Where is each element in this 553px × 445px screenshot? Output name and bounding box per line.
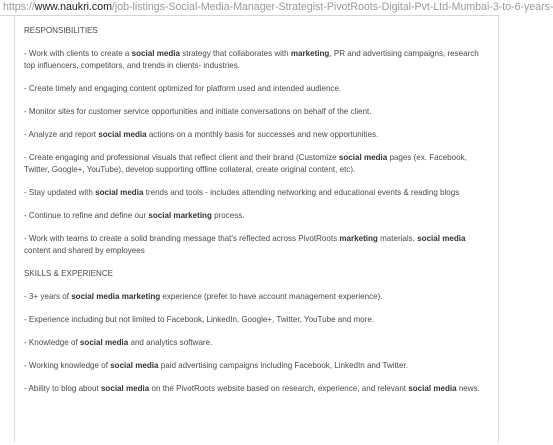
responsibility-item [24, 106, 490, 118]
text-segment: - Ability to blog about [24, 384, 101, 393]
job-description-panel [14, 16, 499, 443]
keyword-highlight: social marketing [148, 211, 212, 220]
job-description [15, 16, 498, 395]
text-segment: process. [211, 211, 245, 220]
responsibility-item [24, 48, 490, 72]
text-segment: - 3+ years of [24, 292, 72, 301]
url-scheme: https:// [3, 1, 35, 13]
text-segment: content and shared by employees [24, 246, 145, 255]
keyword-highlight: social media [131, 49, 180, 58]
text-segment: news. [456, 384, 480, 393]
keyword-highlight: social media [417, 234, 466, 243]
skill-item [24, 337, 490, 349]
text-segment: materials, [377, 234, 418, 243]
keyword-highlight: social media [110, 361, 159, 370]
text-segment: strategy that collaborates with [179, 49, 291, 58]
skills-list [24, 291, 490, 395]
text-segment: - Experience including but not limited to Facebook, LinkedIn, Google+, Twitter, YouTube and more. [24, 315, 375, 324]
text-segment: trends and tools - includes attending networking and educational events & reading blogs [143, 188, 460, 197]
keyword-highlight: marketing [339, 234, 378, 243]
responsibility-item [24, 210, 490, 222]
keyword-highlight: social media [95, 188, 144, 197]
responsibilities-list [24, 48, 490, 257]
keyword-highlight: social media [338, 153, 388, 162]
keyword-highlight: marketing [290, 49, 330, 58]
address-bar[interactable] [0, 0, 553, 16]
text-segment: - Create timely and engaging content optimized for platform used and intended audience. [24, 84, 342, 93]
text-segment: paid advertising campaigns including Facebook, LinkedIn and Twitter. [158, 361, 408, 370]
text-segment: actions on a monthly basis for successes and new opportunities. [146, 130, 379, 139]
skill-item [24, 291, 490, 303]
keyword-highlight: social media [100, 384, 150, 393]
keyword-highlight: social media marketing [71, 292, 161, 301]
text-segment: - Create engaging and professional visuals that reflect client and their brand (Customize [24, 153, 339, 162]
keyword-highlight: social media [98, 130, 147, 139]
text-segment: - Continue to refine and define our [24, 211, 149, 220]
url-path: /job-listings-Social-Media-Manager-Strategist-PivotRoots-Digital-Pvt-Ltd-Mumbai-3-to-6-years- [111, 1, 553, 13]
text-segment: and analytics software. [128, 338, 213, 347]
skill-item [24, 360, 490, 372]
skill-item [24, 314, 490, 326]
responsibility-item [24, 129, 490, 141]
url-host: www.naukri.com [34, 1, 112, 13]
text-segment: , PR and advertising campaigns, research top influencers, competitors, and trends in clients- industries. [24, 49, 479, 70]
responsibility-item [24, 187, 490, 199]
responsibility-item [24, 83, 490, 95]
text-segment: pages (ex. Facebook, Twitter, Google+, YouTube), develop supporting offline collateral, create original content, etc). [24, 153, 467, 174]
text-segment: experience (prefer to have account management experience). [160, 292, 383, 301]
keyword-highlight: social media [408, 384, 457, 393]
responsibilities-heading: RESPONSIBILITIES [24, 26, 98, 35]
text-segment: - Knowledge of [24, 338, 80, 347]
skills-heading: SKILLS & EXPERIENCE [24, 269, 113, 278]
responsibility-item [24, 152, 490, 176]
text-segment: - Monitor sites for customer service opportunities and initiate conversations on behalf of the client. [24, 107, 372, 116]
text-segment: on the PivotRoots website based on research, experience, and relevant [149, 384, 409, 393]
text-segment: - Work with clients to create a [24, 49, 132, 58]
text-segment: - Work with teams to create a solid branding message that's reflected across PivotRoots [24, 234, 340, 243]
responsibility-item [24, 233, 490, 257]
text-segment: - Stay updated with [24, 188, 96, 197]
text-segment: - Working knowledge of [24, 361, 111, 370]
skill-item [24, 383, 490, 395]
keyword-highlight: social media [79, 338, 129, 347]
text-segment: - Analyze and report [24, 130, 99, 139]
